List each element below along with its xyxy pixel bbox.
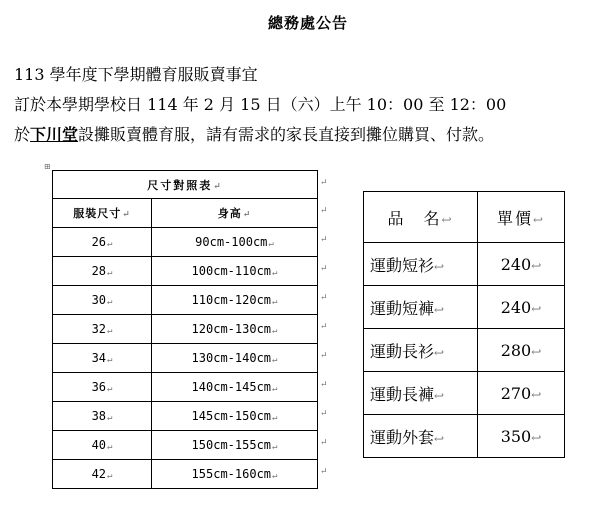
item-name: 運動長褲↩: [364, 372, 478, 415]
size-table-row: [53, 228, 318, 257]
price-table-row: [364, 415, 565, 458]
size-table-row: [53, 373, 318, 402]
height-range: 140cm-145cm↵: [152, 373, 318, 402]
size-table: [52, 170, 318, 489]
price-table-row: [364, 372, 565, 415]
price-list: [363, 191, 565, 458]
size-value: 34↵: [53, 344, 152, 373]
row-end-mark: ↵: [320, 351, 328, 361]
row-end-mark: ↵: [320, 380, 328, 390]
size-table-caption-row: [53, 171, 318, 199]
item-price: 240↩: [478, 243, 565, 286]
row-end-mark: ↵: [320, 409, 328, 419]
notice-line-3-suffix: 設攤販賣體育服，請有需求的家長直接到攤位購買、付款。: [78, 125, 495, 144]
size-table-header-row: [53, 199, 318, 228]
size-table-caption: 尺寸對照表↵: [53, 171, 318, 199]
height-range: 120cm-130cm↵: [152, 315, 318, 344]
row-end-mark: ↵: [320, 178, 328, 188]
size-table-row: [53, 344, 318, 373]
venue-name: 下川堂: [30, 125, 79, 144]
item-price: 280↩: [478, 329, 565, 372]
item-price: 270↩: [478, 372, 565, 415]
size-value: 28↵: [53, 257, 152, 286]
size-value: 38↵: [53, 402, 152, 431]
row-end-mark: ↵: [320, 235, 328, 245]
row-end-marks: [320, 170, 326, 488]
row-end-mark: ↵: [320, 264, 328, 274]
size-value: 42↵: [53, 460, 152, 489]
row-end-mark: ↵: [320, 438, 328, 448]
notice-line-2: 訂於本學期學校日 114 年 2 月 15 日（六）上午 10：00 至 12：00: [14, 95, 507, 114]
size-table-row: [53, 315, 318, 344]
row-end-mark: ↵: [320, 322, 328, 332]
size-value: 30↵: [53, 286, 152, 315]
size-value: 40↵: [53, 431, 152, 460]
height-range: 155cm-160cm↵: [152, 460, 318, 489]
row-end-mark: ↵: [320, 206, 328, 216]
table-anchor-icon: ⊞: [44, 162, 51, 171]
item-name-header: 品 名↩: [364, 192, 478, 243]
size-table-row: [53, 460, 318, 489]
price-table-row: [364, 329, 565, 372]
item-name: 運動短褲↩: [364, 286, 478, 329]
notice-title: 總務處公告: [267, 14, 348, 32]
item-price: 350↩: [478, 415, 565, 458]
size-table-row: [53, 286, 318, 315]
notice-line-3-prefix: 於: [14, 125, 31, 144]
item-name: 運動短衫↩: [364, 243, 478, 286]
item-price: 240↩: [478, 286, 565, 329]
size-table-row: [53, 402, 318, 431]
size-value: 26↵: [53, 228, 152, 257]
height-range: 145cm-150cm↵: [152, 402, 318, 431]
price-table-row: [364, 243, 565, 286]
size-header: 服裝尺寸↵: [53, 199, 152, 228]
price-table-row: [364, 286, 565, 329]
row-end-mark: ↵: [320, 467, 328, 477]
price-table-header-row: [364, 192, 565, 243]
height-range: 100cm-110cm↵: [152, 257, 318, 286]
size-table-row: [53, 257, 318, 286]
size-value: 32↵: [53, 315, 152, 344]
height-header: 身高↵: [152, 199, 318, 228]
size-value: 36↵: [53, 373, 152, 402]
price-table: [363, 191, 565, 458]
size-table-row: [53, 431, 318, 460]
row-end-mark: ↵: [320, 293, 328, 303]
height-range: 90cm-100cm↵: [152, 228, 318, 257]
height-range: 150cm-155cm↵: [152, 431, 318, 460]
height-range: 130cm-140cm↵: [152, 344, 318, 373]
height-range: 110cm-120cm↵: [152, 286, 318, 315]
item-name: 運動外套↩: [364, 415, 478, 458]
size-chart: [52, 170, 318, 488]
item-name: 運動長衫↩: [364, 329, 478, 372]
unit-price-header: 單價↩: [478, 192, 565, 243]
notice-line-1: 113 學年度下學期體育服販賣事宜: [14, 65, 258, 84]
notice-line-3: [14, 122, 494, 145]
